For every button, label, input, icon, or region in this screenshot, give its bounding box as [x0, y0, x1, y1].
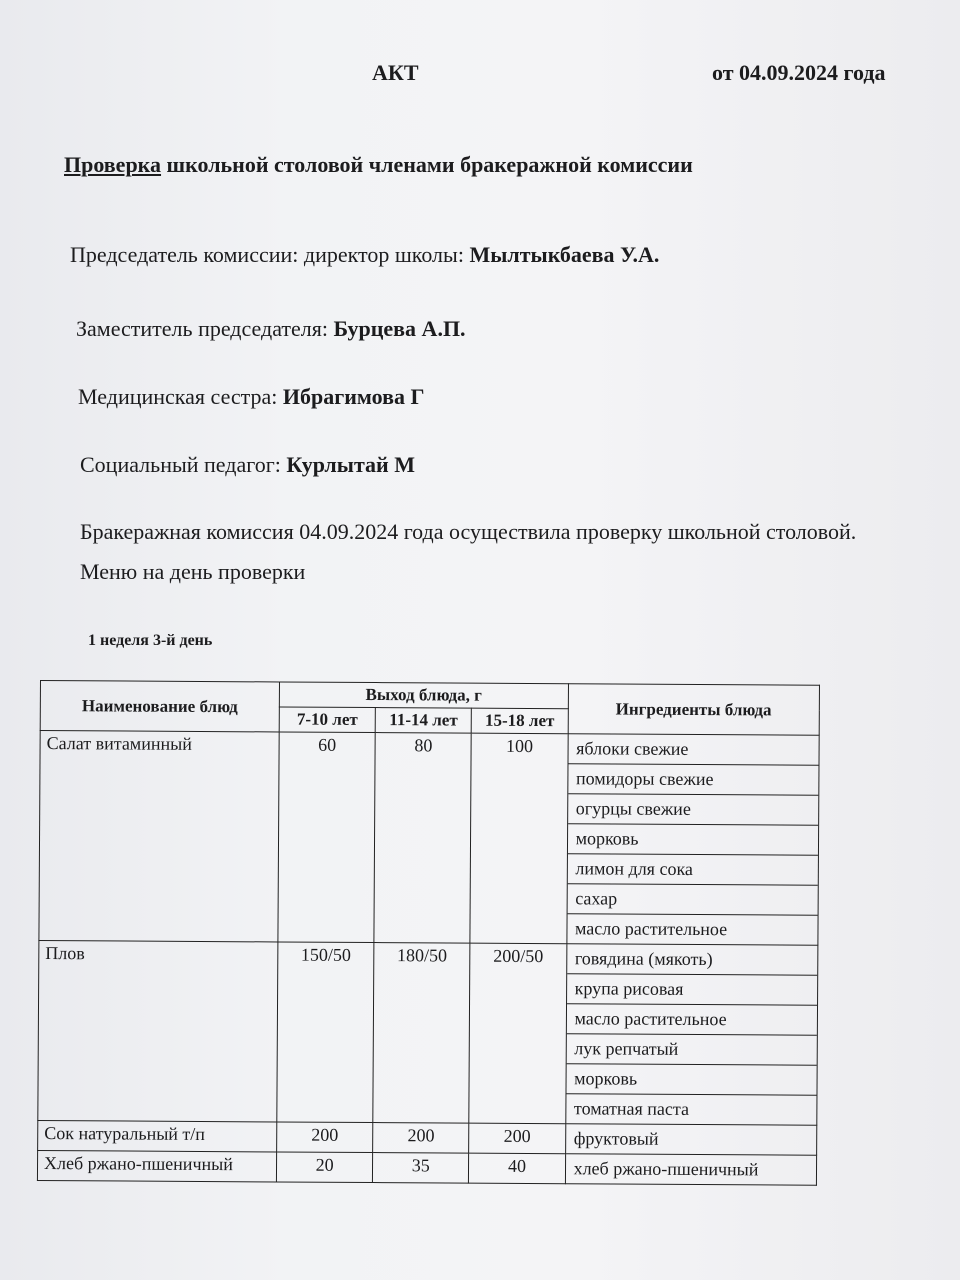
output-7-10: 20 — [276, 1152, 372, 1183]
ingredients-cell — [565, 1124, 817, 1156]
commission-social-teacher-name: Курлытай М — [286, 452, 415, 477]
output-11-14: 80 — [374, 733, 471, 944]
menu-table — [37, 680, 820, 1186]
output-7-10: 150/50 — [277, 942, 374, 1123]
output-15-18: 200/50 — [469, 943, 566, 1124]
ingredient-item: лук репчатый — [566, 1034, 817, 1066]
table-row — [38, 940, 818, 1125]
output-7-10: 60 — [278, 732, 375, 943]
ingredient-list — [566, 944, 818, 1125]
header-age-11-14: 11-14 лет — [375, 708, 471, 734]
ingredient-item: лимон для сока — [567, 854, 818, 886]
commission-deputy — [76, 316, 466, 342]
output-15-18: 200 — [469, 1123, 565, 1154]
dish-name: Сок натуральный т/п — [38, 1120, 277, 1151]
output-11-14: 35 — [373, 1153, 469, 1184]
table-header-row — [40, 681, 819, 711]
ingredient-item: фруктовый — [573, 1128, 659, 1149]
ingredient-item: масло растительное — [566, 1004, 817, 1036]
ingredient-item: говядина (мякоть) — [567, 944, 818, 976]
header-age-7-10: 7-10 лет — [279, 707, 375, 733]
ingredient-item: огурцы свежие — [568, 794, 819, 826]
output-15-18: 40 — [469, 1153, 565, 1184]
commission-chair-name: Мылтыкбаева У.А. — [469, 242, 660, 267]
ingredient-item: хлеб ржано-пшеничный — [573, 1158, 759, 1180]
commission-deputy-name: Бурцева А.П. — [333, 316, 466, 341]
ingredient-list — [567, 734, 819, 945]
act-date: от 04.09.2024 года — [712, 60, 886, 85]
output-11-14: 200 — [373, 1123, 469, 1154]
ingredient-list — [566, 1154, 817, 1185]
title-rest: школьной столовой членами бракеражной комиссии — [161, 152, 693, 177]
header-ingredients: Ингредиенты блюда — [568, 684, 820, 736]
table-row — [39, 731, 819, 946]
table-row — [37, 1150, 816, 1185]
dish-name: Хлеб ржано-пшеничный — [37, 1150, 276, 1181]
ingredient-item: крупа рисовая — [567, 974, 818, 1006]
header-output: Выход блюда, г — [279, 682, 568, 709]
commission-social-teacher — [80, 452, 415, 478]
dish-name: Плов — [38, 940, 278, 1121]
ingredients-cell — [565, 1154, 817, 1186]
output-7-10: 200 — [277, 1122, 373, 1153]
table-row — [38, 1120, 817, 1155]
ingredient-item: сахар — [567, 884, 818, 916]
ingredient-item: яблоки свежие — [568, 734, 819, 766]
ingredient-item: морковь — [568, 824, 819, 856]
output-15-18: 100 — [470, 733, 567, 944]
commission-chair — [70, 242, 659, 268]
commission-social-teacher-label: Социальный педагог: — [80, 452, 287, 477]
commission-nurse-label: Медицинская сестра: — [78, 384, 283, 409]
commission-nurse — [78, 384, 424, 410]
ingredients-cell — [565, 944, 818, 1126]
title-underlined-word: Проверка — [64, 152, 162, 177]
document-title — [64, 152, 693, 178]
commission-deputy-label: Заместитель председателя: — [76, 316, 334, 341]
inspection-paragraph: Бракеражная комиссия 04.09.2024 года осуществила проверку школьной столовой. Меню на день проверки — [80, 519, 857, 584]
menu-week-day-label: 1 неделя 3-й день — [88, 632, 213, 649]
header-dish-name: Наименование блюд — [40, 681, 279, 732]
ingredient-item: морковь — [566, 1064, 817, 1096]
ingredient-list — [566, 1124, 817, 1155]
dish-name: Салат витаминный — [39, 731, 279, 942]
header-age-15-18: 15-18 лет — [472, 708, 568, 734]
commission-chair-label: Председатель комиссии: директор школы: — [70, 242, 470, 267]
ingredients-cell — [566, 734, 819, 946]
ingredient-item: масло растительное — [575, 918, 728, 940]
ingredient-item: томатная паста — [573, 1098, 690, 1119]
ingredient-item: помидоры свежие — [568, 764, 819, 796]
output-11-14: 180/50 — [373, 943, 470, 1124]
commission-nurse-name: Ибрагимова Г — [282, 384, 425, 409]
act-heading: АКТ — [372, 60, 419, 85]
